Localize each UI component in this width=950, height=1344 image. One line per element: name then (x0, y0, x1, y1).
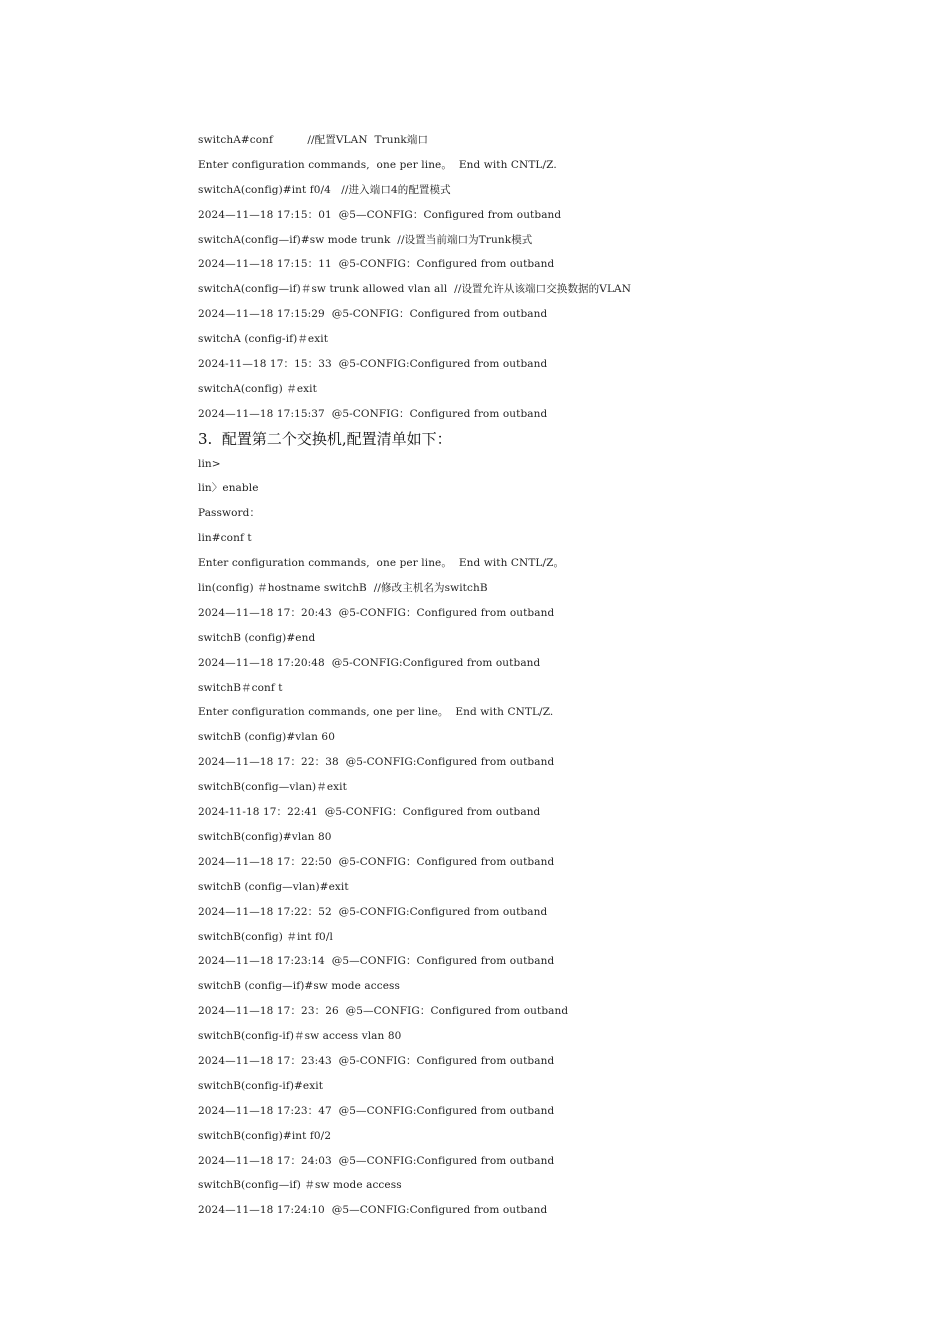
section-heading: 3. 配置第二个交换机,配置清单如下： (198, 429, 452, 448)
config-line: switchB (config—if)#sw mode access (198, 980, 400, 993)
config-line: switchA (config-if)＃exit (198, 333, 329, 346)
config-line: switchB(config-if)#exit (198, 1079, 324, 1092)
config-line: switchA(config) ＃exit (198, 382, 317, 395)
config-line: 2024—11—18 17:23：47 @5—CONFIG:Configured from outband (198, 1104, 555, 1117)
config-line: Password： (198, 507, 261, 520)
config-line: switchB (config)#end (198, 631, 316, 644)
config-line: 2024—11—18 17：23：26 @5—CONFIG：Configured from outband (198, 1005, 569, 1018)
config-line: lin> (198, 457, 221, 470)
config-line: 2024—11—18 17:22：52 @5-CONFIG:Configured from outband (198, 905, 548, 918)
config-line: 2024—11—18 17:15:37 @5-CONFIG：Configured from outband (198, 407, 548, 420)
config-line: switchA(config)#int f0/4 //进入端口4的配置模式 (198, 183, 451, 196)
config-line: 2024—11—18 17:20:48 @5-CONFIG:Configured from outband (198, 656, 541, 669)
config-line: 2024—11—18 17：22:50 @5-CONFIG：Configured from outband (198, 855, 555, 868)
config-line: switchA(config—if)#sw mode trunk //设置当前端口为Trunk模式 (198, 233, 533, 246)
config-line: 2024—11—18 17:15：01 @5—CONFIG：Configured from outband (198, 208, 562, 221)
config-line: switchB(config-if)＃sw access vlan 80 (198, 1030, 402, 1043)
config-line: switchB＃conf t (198, 681, 283, 694)
config-line: Enter configuration commands, one per line。 End with CNTL/Z。 (198, 557, 565, 570)
document-content (198, 128, 898, 1223)
config-line: 2024—11—18 17：23:43 @5-CONFIG：Configured from outband (198, 1054, 555, 1067)
config-line: switchB (config)#vlan 60 (198, 731, 335, 744)
config-line: 2024—11—18 17:15:29 @5-CONFIG：Configured from outband (198, 308, 548, 321)
config-line: 2024—11—18 17：24:03 @5—CONFIG:Configured from outband (198, 1154, 555, 1167)
config-line: switchB(config)#vlan 80 (198, 830, 332, 843)
config-line: 2024—11—18 17：20:43 @5-CONFIG：Configured from outband (198, 606, 555, 619)
config-line: Enter configuration commands, one per line。 End with CNTL/Z. (198, 158, 557, 171)
config-line: 2024-11—18 17：15：33 @5-CONFIG:Configured from outband (198, 358, 548, 371)
config-line: 2024-11-18 17：22:41 @5-CONFIG：Configured from outband (198, 806, 541, 819)
config-line: 2024—11—18 17:24:10 @5—CONFIG:Configured from outband (198, 1204, 548, 1217)
config-line: switchB(config—if) ＃sw mode access (198, 1179, 402, 1192)
config-line: switchA#conf //配置VLAN Trunk端口 (198, 134, 429, 146)
config-line: switchB(config) ＃int f0/l (198, 930, 333, 943)
config-line: 2024—11—18 17：22：38 @5-CONFIG:Configured from outband (198, 756, 555, 769)
config-line: switchA(config—if)＃sw trunk allowed vlan all //设置允许从该端口交换数据的VLAN (198, 283, 631, 296)
config-line: lin〉enable (198, 482, 259, 495)
config-line: switchB (config—vlan)#exit (198, 880, 349, 893)
config-line: lin#conf t (198, 532, 252, 545)
config-line: switchB(config)#int f0/2 (198, 1129, 332, 1142)
config-line: Enter configuration commands, one per line。 End with CNTL/Z. (198, 706, 554, 719)
config-line: switchB(config—vlan)＃exit (198, 781, 347, 794)
config-line: 2024—11—18 17:23:14 @5—CONFIG：Configured from outband (198, 955, 555, 968)
config-line: lin(config) ＃hostname switchB //修改主机名为switchB (198, 582, 488, 595)
config-line: 2024—11—18 17:15：11 @5-CONFIG：Configured from outband (198, 258, 555, 271)
